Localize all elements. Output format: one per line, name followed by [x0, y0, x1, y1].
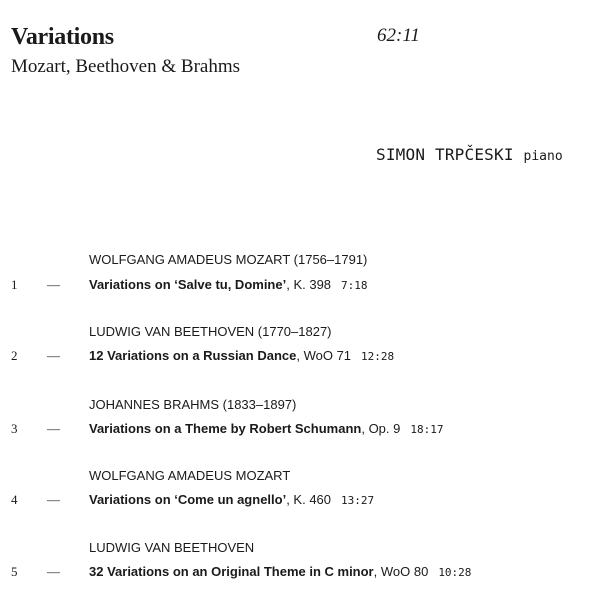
track-work: [89, 348, 394, 363]
work-title: Variations on ‘Come un agnello’: [89, 492, 287, 507]
track-time: 7:18: [341, 279, 368, 292]
track-row: [0, 492, 600, 512]
track-time: 12:28: [361, 350, 395, 363]
track-dash: —: [47, 492, 60, 507]
composer-heading: WOLFGANG AMADEUS MOZART: [89, 468, 291, 483]
composer-heading: WOLFGANG AMADEUS MOZART (1756–1791): [89, 252, 368, 267]
album-title: Variations: [11, 24, 114, 50]
track-dash: —: [47, 564, 60, 579]
track-work: [89, 421, 444, 436]
track-time: 10:28: [438, 566, 472, 579]
performer-credit: [376, 145, 563, 164]
track-number: 3: [11, 421, 18, 436]
track-row: [0, 348, 600, 368]
composer-heading: LUDWIG VAN BEETHOVEN: [89, 540, 255, 555]
track-row: [0, 277, 600, 297]
track-number: 2: [11, 348, 18, 363]
track-work: [89, 277, 368, 292]
work-catalogue: , K. 398: [286, 277, 332, 292]
track-time: 18:17: [410, 423, 444, 436]
track-work: [89, 492, 374, 507]
track-number: 1: [11, 277, 18, 292]
work-catalogue: , WoO 80: [373, 564, 429, 579]
work-title: 32 Variations on an Original Theme in C minor: [89, 564, 374, 579]
track-time: 13:27: [341, 494, 375, 507]
track-dash: —: [47, 348, 60, 363]
work-title: Variations on a Theme by Robert Schumann: [89, 421, 362, 436]
work-catalogue: , WoO 71: [296, 348, 352, 363]
performer-instrument: piano: [523, 149, 563, 164]
track-dash: —: [47, 421, 60, 436]
album-subtitle: Mozart, Beethoven & Brahms: [11, 56, 241, 77]
track-work: [89, 564, 471, 579]
track-number: 5: [11, 564, 18, 579]
work-catalogue: , Op. 9: [361, 421, 401, 436]
composer-heading: LUDWIG VAN BEETHOVEN (1770–1827): [89, 324, 332, 339]
work-title: 12 Variations on a Russian Dance: [89, 348, 297, 363]
composer-heading: JOHANNES BRAHMS (1833–1897): [89, 397, 297, 412]
total-duration: 62:11: [377, 25, 420, 46]
track-dash: —: [47, 277, 60, 292]
work-title: Variations on ‘Salve tu, Domine’: [89, 277, 287, 292]
performer-name: SIMON TRPČESKI: [376, 145, 514, 164]
track-number: 4: [11, 492, 18, 507]
track-row: [0, 564, 600, 584]
work-catalogue: , K. 460: [286, 492, 332, 507]
track-row: [0, 421, 600, 441]
